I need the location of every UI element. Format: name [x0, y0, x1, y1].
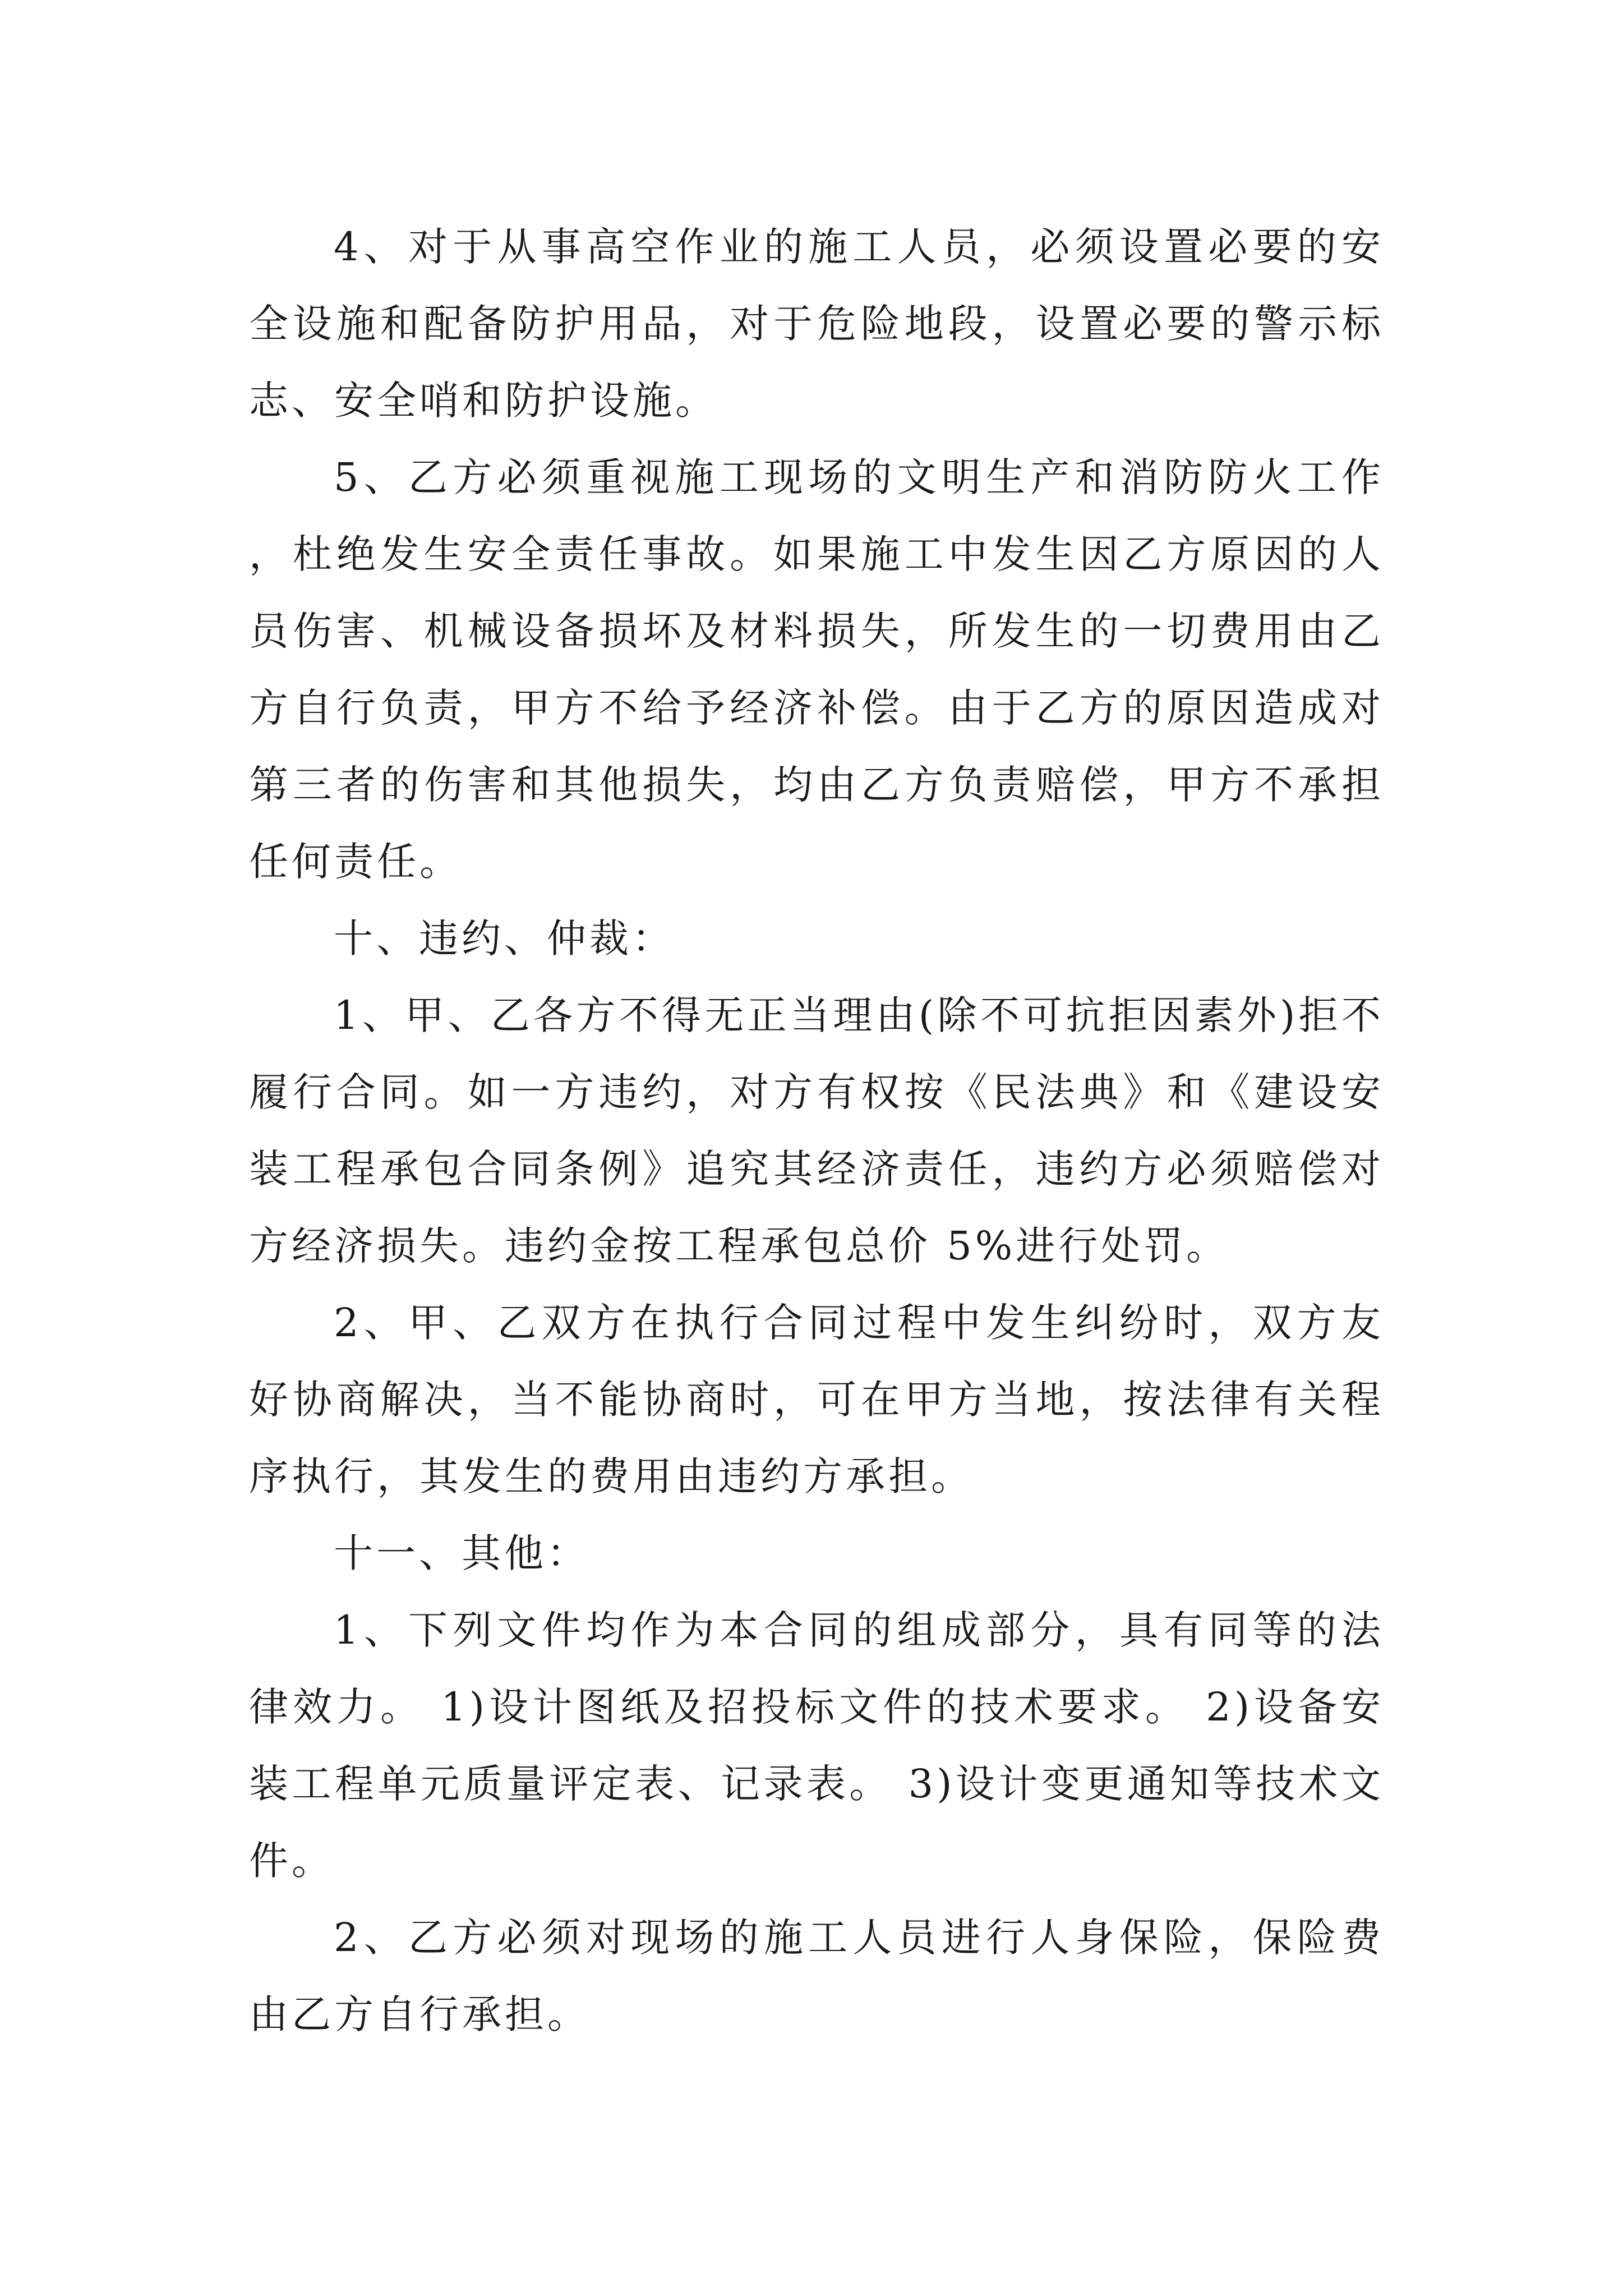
section-heading-other: 十一、其他：: [334, 1530, 589, 1576]
paragraph-civilized-production: 5、乙方必须重视施工现场的文明生产和消防防火工作，杜绝发生安全责任事故。如果施工中发生因乙方原因的人员伤害、机械设备损坏及材料损失，所发生的一切费用由乙方自行负责，甲方不给予经济补偿。由于乙方的原因造成对第三者的伤害和其他损失，均由乙方负责赔偿，甲方不承担任何责任。: [249, 454, 1384, 885]
paragraph-dispute-resolution: 2、甲、乙双方在执行合同过程中发生纠纷时，双方友好协商解决，当不能协商时，可在甲方当地，按法律有关程序执行，其发生的费用由违约方承担。: [249, 1300, 1384, 1499]
paragraph-safety-high-altitude: 4、对于从事高空作业的施工人员，必须设置必要的安全设施和配备防护用品，对于危险地段，设置必要的警示标志、安全哨和防护设施。: [249, 224, 1384, 424]
document-body: [249, 209, 1384, 2053]
paragraph-personal-insurance: 2、乙方必须对现场的施工人员进行人身保险，保险费由乙方自行承担。: [249, 1915, 1384, 2037]
section-heading-breach-arbitration: 十、违约、仲裁：: [334, 915, 675, 961]
paragraph-breach-penalty: 1、甲、乙各方不得无正当理由(除不可抗拒因素外)拒不履行合同。如一方违约，对方有权按《民法典》和《建设安装工程承包合同条例》追究其经济责任，违约方必须赔偿对方经济损失。违约金按工程承包总价 5%进行处罚。: [249, 992, 1384, 1269]
paragraph-contract-documents: 1、下列文件均作为本合同的组成部分，具有同等的法律效力。 1)设计图纸及招投标文件的技术要求。 2)设备安装工程单元质量评定表、记录表。 3)设计变更通知等技术文件。: [249, 1607, 1384, 1884]
